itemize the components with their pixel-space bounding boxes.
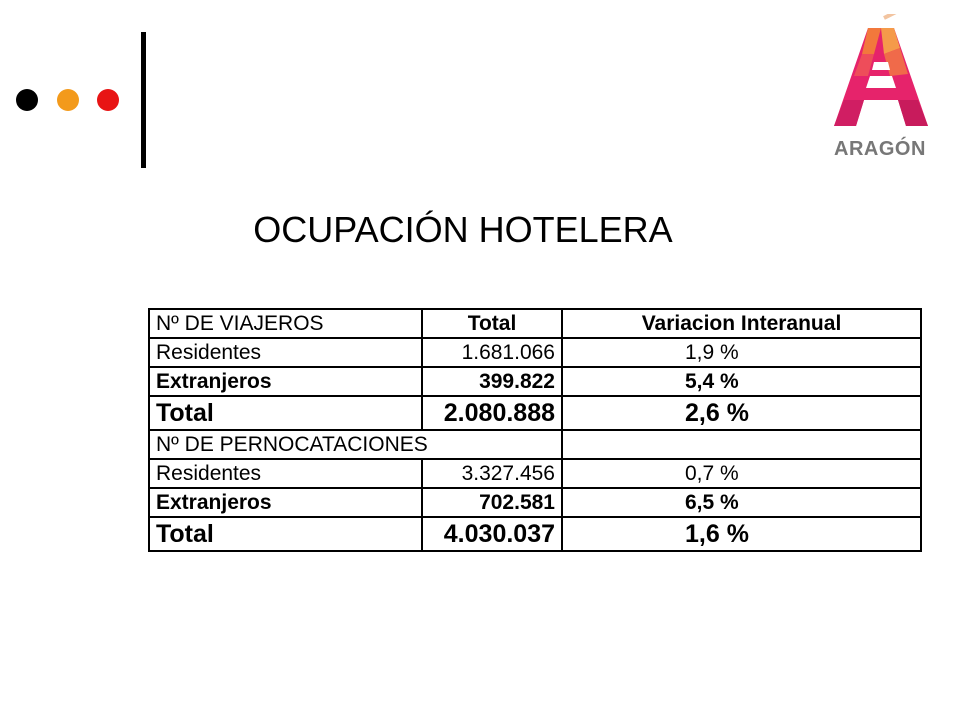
row-label: Residentes [149,338,422,367]
row-variacion: 1,9 % [562,338,921,367]
table-row [149,459,921,488]
row-total: 1.681.066 [422,338,562,367]
aragon-logo [826,14,936,160]
row-total: 399.822 [422,367,562,396]
decorative-dots [0,0,160,180]
table-row [149,488,921,517]
header-viajeros: Nº DE VIAJEROS [149,309,422,338]
table-row [149,338,921,367]
orange-dot [57,89,79,111]
row-label: Extranjeros [149,367,422,396]
row-variacion: 0,7 % [562,459,921,488]
row-total: 2.080.888 [422,396,562,430]
row-label: Total [149,396,422,430]
black-dot [16,89,38,111]
header-variacion: Variacion Interanual [562,309,921,338]
row-label: Extranjeros [149,488,422,517]
vertical-divider [141,32,146,168]
table-row [149,367,921,396]
logo-wordmark: ARAGÓN [834,138,926,160]
header-total: Total [422,309,562,338]
row-variacion: 5,4 % [562,367,921,396]
page-title: OCUPACIÓN HOTELERA [253,209,673,250]
table-total-row [149,396,921,430]
row-label: Residentes [149,459,422,488]
red-dot [97,89,119,111]
table-header-row [149,309,921,338]
table-section-row [149,430,921,459]
row-total: 3.327.456 [422,459,562,488]
row-variacion: 2,6 % [562,396,921,430]
aragon-a-icon [826,14,936,138]
row-variacion: 1,6 % [562,517,921,551]
row-total: 702.581 [422,488,562,517]
row-variacion: 6,5 % [562,488,921,517]
row-total: 4.030.037 [422,517,562,551]
hotel-occupancy-table [148,308,922,552]
table-total-row [149,517,921,551]
row-label: Total [149,517,422,551]
header-pernoctaciones: Nº DE PERNOCATACIONES [149,430,562,459]
empty-cell [562,430,921,459]
